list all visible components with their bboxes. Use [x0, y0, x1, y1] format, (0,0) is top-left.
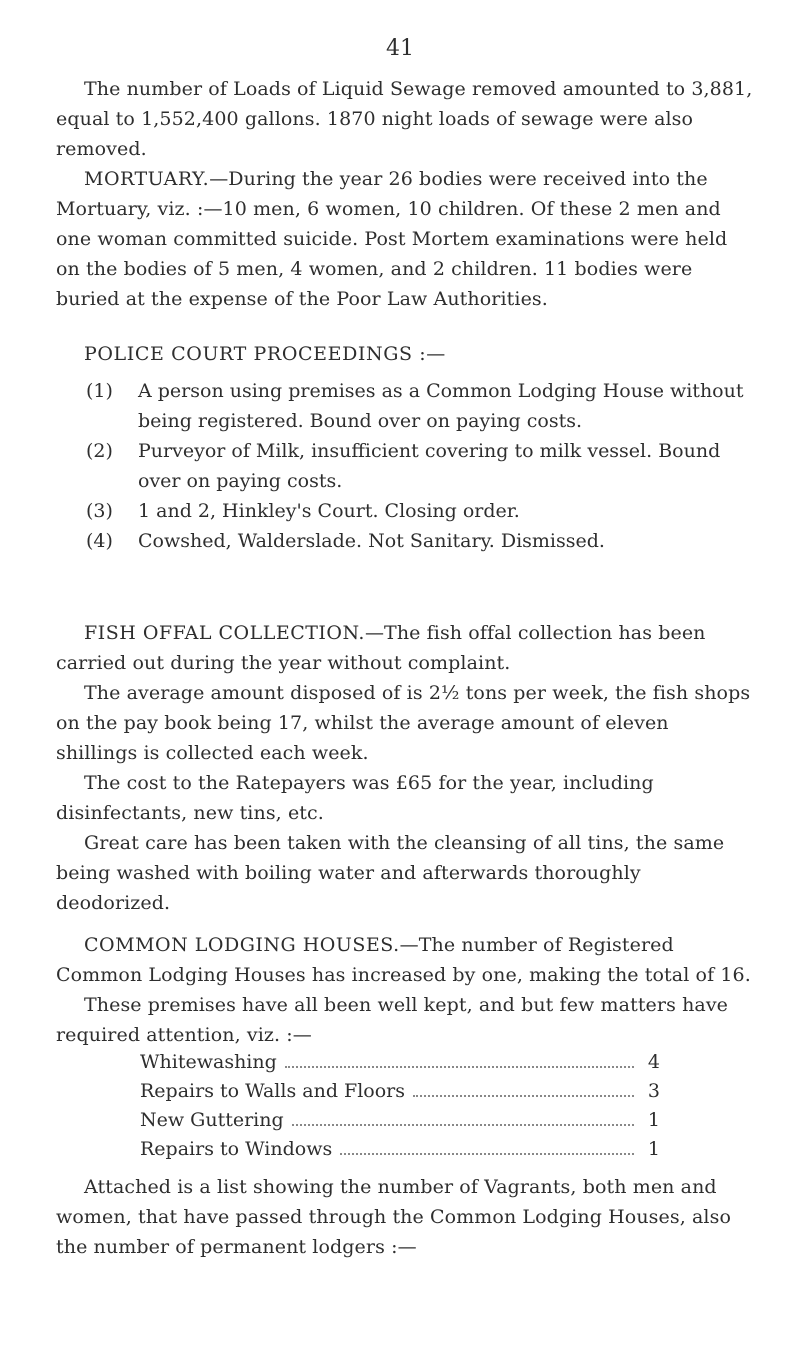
leader-dots — [340, 1135, 634, 1155]
item-number: (2) — [86, 440, 113, 462]
leader-dots — [292, 1106, 634, 1126]
item-label: Repairs to Walls and Floors — [140, 1080, 405, 1102]
item-text: A person using premises as a Common Lodging House without being registered. Bound over on paying costs. — [138, 380, 744, 432]
police-court-heading: POLICE COURT PROCEEDINGS :— — [84, 343, 446, 365]
leader-dots — [413, 1077, 634, 1097]
item-label: Repairs to Windows — [140, 1138, 333, 1160]
lodging-houses-heading: COMMON LODGING HOUSES. — [84, 934, 400, 956]
item-number: (4) — [86, 530, 113, 552]
list-item — [86, 376, 766, 436]
item-value: 3 — [647, 1080, 660, 1102]
fish-offal-heading: FISH OFFAL COLLECTION. — [84, 622, 365, 644]
item-value: 4 — [647, 1051, 660, 1073]
list-item — [86, 526, 766, 556]
fish-cost-paragraph: The cost to the Ratepayers was £65 for the year, including disinfectants, new tins, etc. — [56, 772, 654, 824]
lodging-houses-text: —The number of Registered Common Lodging Houses has increased by one, making the total of 16. — [56, 934, 751, 986]
list-item — [140, 1135, 660, 1164]
mortuary-paragraph — [56, 164, 756, 314]
item-number: (1) — [86, 380, 113, 402]
page-number: 41 — [386, 36, 414, 61]
premises-paragraph: These premises have all been well kept, and but few matters have required attention, viz. :— — [56, 994, 729, 1046]
fish-care-paragraph: Great care has been taken with the cleansing of all tins, the same being washed with boiling water and afterwards thoroughly deodorized. — [56, 832, 725, 914]
fish-offal-text: —The fish offal collection has been carried out during the year without complaint. — [56, 622, 706, 674]
attention-list — [140, 1048, 660, 1164]
sewage-paragraph: The number of Loads of Liquid Sewage removed amounted to 3,881, equal to 1,552,400 gallons. 1870 night loads of sewage were also removed. — [56, 78, 753, 160]
list-item — [140, 1048, 660, 1077]
item-text: Purveyor of Milk, insufficient covering to milk vessel. Bound over on paying costs. — [138, 440, 721, 492]
item-label: Whitewashing — [140, 1051, 277, 1073]
list-item — [140, 1077, 660, 1106]
item-number: (3) — [86, 500, 113, 522]
item-text: Cowshed, Walderslade. Not Sanitary. Dismissed. — [138, 530, 605, 552]
item-value: 1 — [647, 1109, 660, 1131]
mortuary-heading: MORTUARY. — [84, 168, 210, 190]
mortuary-text: —During the year 26 bodies were received into the Mortuary, viz. :—10 men, 6 women, 10 children. Of these 2 men and one woman committed suicide. Post Mortem examinations were held on the bodies of 5 men, 4 women, and 2 children. 11 bodies were buried at the expense of the Poor Law Authorities. — [56, 168, 728, 310]
attached-paragraph: Attached is a list showing the number of Vagrants, both men and women, that have passed through the Common Lodging Houses, also the number of permanent lodgers :— — [56, 1176, 731, 1258]
item-value: 1 — [647, 1138, 660, 1160]
fish-offal-paragraph — [56, 618, 756, 678]
leader-dots — [285, 1048, 634, 1068]
item-label: New Guttering — [140, 1109, 284, 1131]
item-text: 1 and 2, Hinkley's Court. Closing order. — [138, 500, 520, 522]
police-court-list — [86, 376, 766, 556]
lodging-houses-paragraph — [56, 930, 756, 990]
list-item — [140, 1106, 660, 1135]
list-item — [86, 496, 766, 526]
fish-average-paragraph: The average amount disposed of is 2½ tons per week, the fish shops on the pay book being 17, whilst the average amount of eleven shillings is collected each week. — [56, 682, 751, 764]
list-item — [86, 436, 766, 496]
